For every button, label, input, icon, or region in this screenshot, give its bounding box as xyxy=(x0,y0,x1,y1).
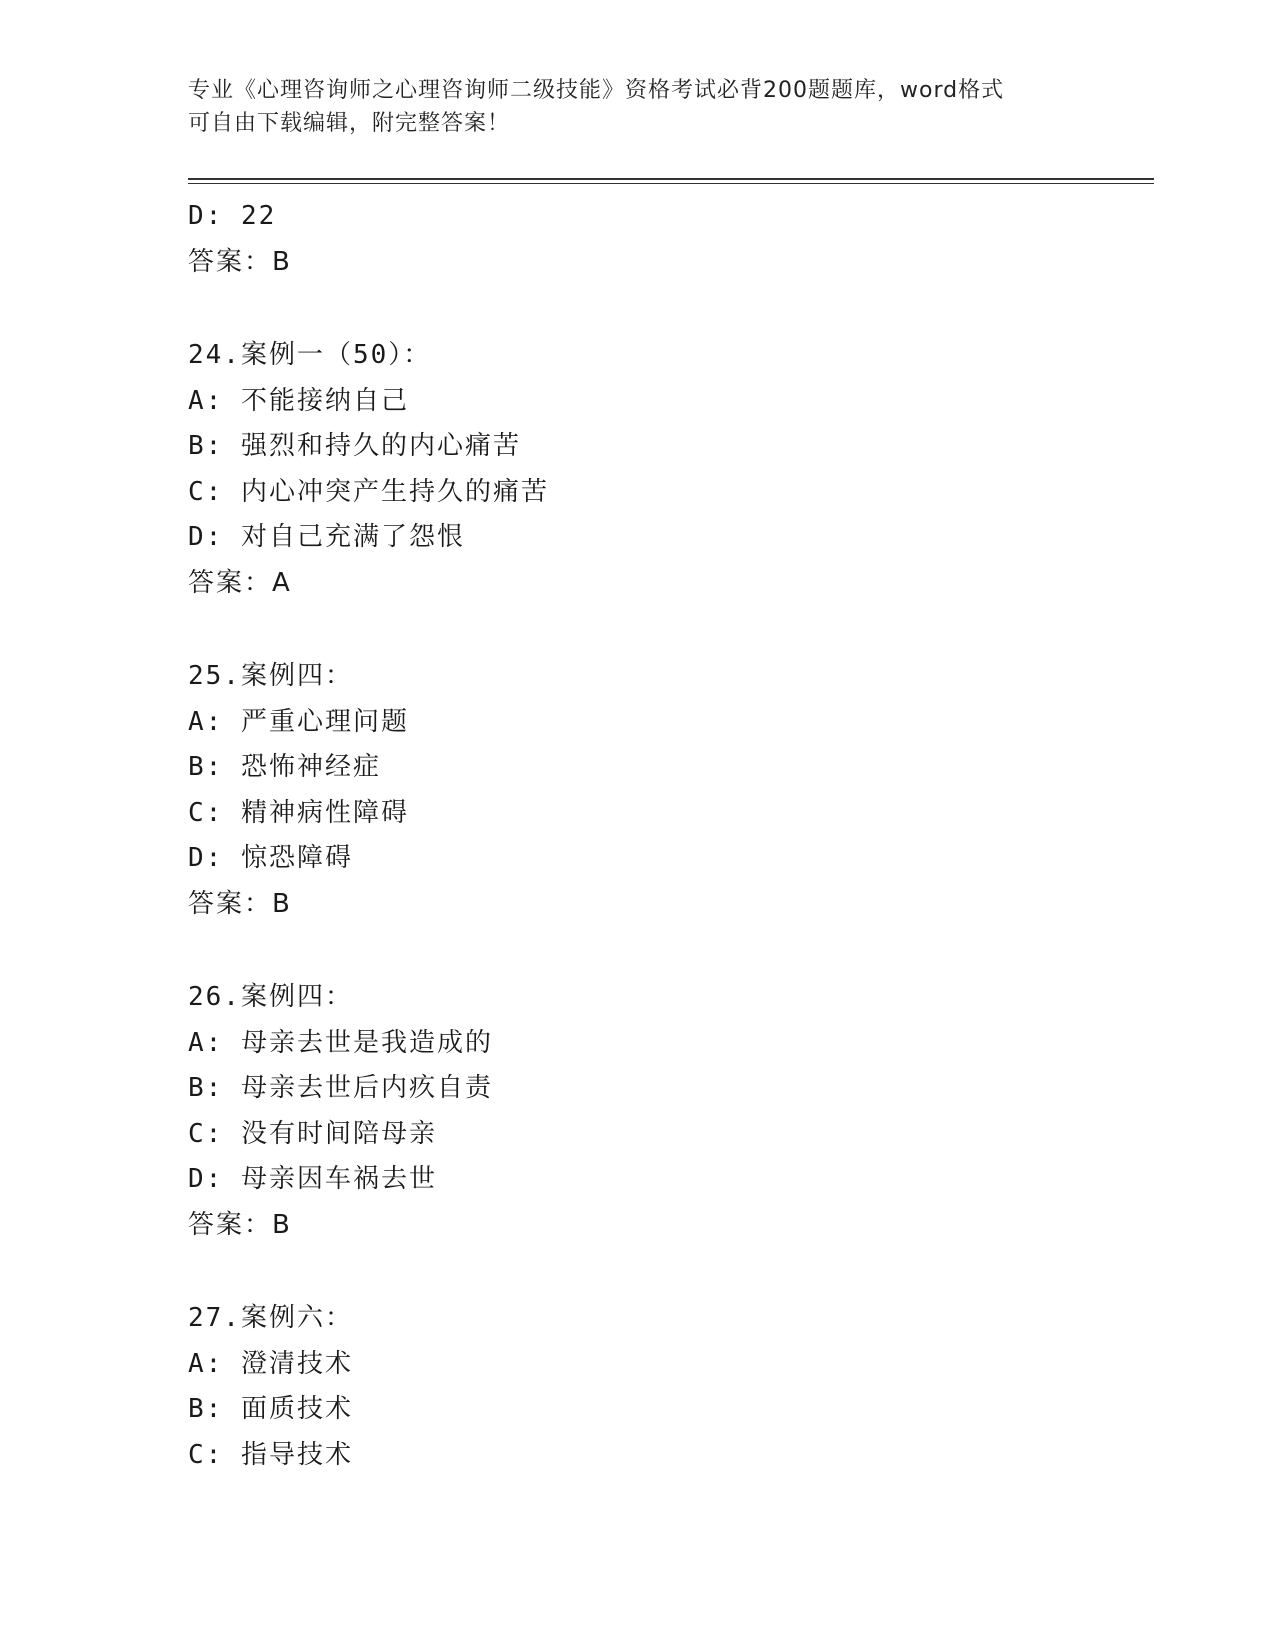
question-title: 27.案例六： xyxy=(188,1303,353,1333)
question-24 xyxy=(188,333,1154,606)
prev-option-d: D: 22 xyxy=(188,201,277,231)
header-rule-thin xyxy=(188,183,1154,184)
answer: 答案：A xyxy=(188,567,292,598)
question-title: 26.案例四： xyxy=(188,982,353,1012)
option-d: D: 惊恐障碍 xyxy=(188,843,353,873)
option-a: A: 不能接纳自己 xyxy=(188,385,409,416)
option-c: C: 指导技术 xyxy=(188,1439,353,1470)
header-line-1: 专业《心理咨询师之心理咨询师二级技能》资格考试必背200题题库，word格式 xyxy=(188,78,1005,103)
option-c: C: 内心冲突产生持久的痛苦 xyxy=(188,476,549,507)
question-25 xyxy=(188,654,1154,927)
header-line-2: 可自由下载编辑，附完整答案！ xyxy=(188,111,511,136)
answer: 答案：B xyxy=(188,1209,292,1240)
option-b: B: 面质技术 xyxy=(188,1394,353,1424)
option-c: C: 精神病性障碍 xyxy=(188,797,409,828)
question-title: 25.案例四： xyxy=(188,661,353,691)
option-a: A: 严重心理问题 xyxy=(188,706,409,737)
option-a: A: 澄清技术 xyxy=(188,1348,353,1379)
document-header xyxy=(188,74,1088,140)
question-27 xyxy=(188,1296,1154,1478)
option-d: D: 对自己充满了怨恨 xyxy=(188,522,465,552)
option-b: B: 母亲去世后内疚自责 xyxy=(188,1073,493,1103)
prev-answer: 答案：B xyxy=(188,246,292,277)
option-c: C: 没有时间陪母亲 xyxy=(188,1118,437,1149)
option-b: B: 恐怖神经症 xyxy=(188,752,381,782)
header-rule xyxy=(188,178,1154,180)
option-d: D: 母亲因车祸去世 xyxy=(188,1164,437,1194)
answer: 答案：B xyxy=(188,888,292,919)
option-b: B: 强烈和持久的内心痛苦 xyxy=(188,431,521,461)
question-title: 24.案例一（50）： xyxy=(188,340,432,370)
question-26 xyxy=(188,975,1154,1248)
question-list xyxy=(188,194,1154,1478)
option-a: A: 母亲去世是我造成的 xyxy=(188,1027,493,1058)
